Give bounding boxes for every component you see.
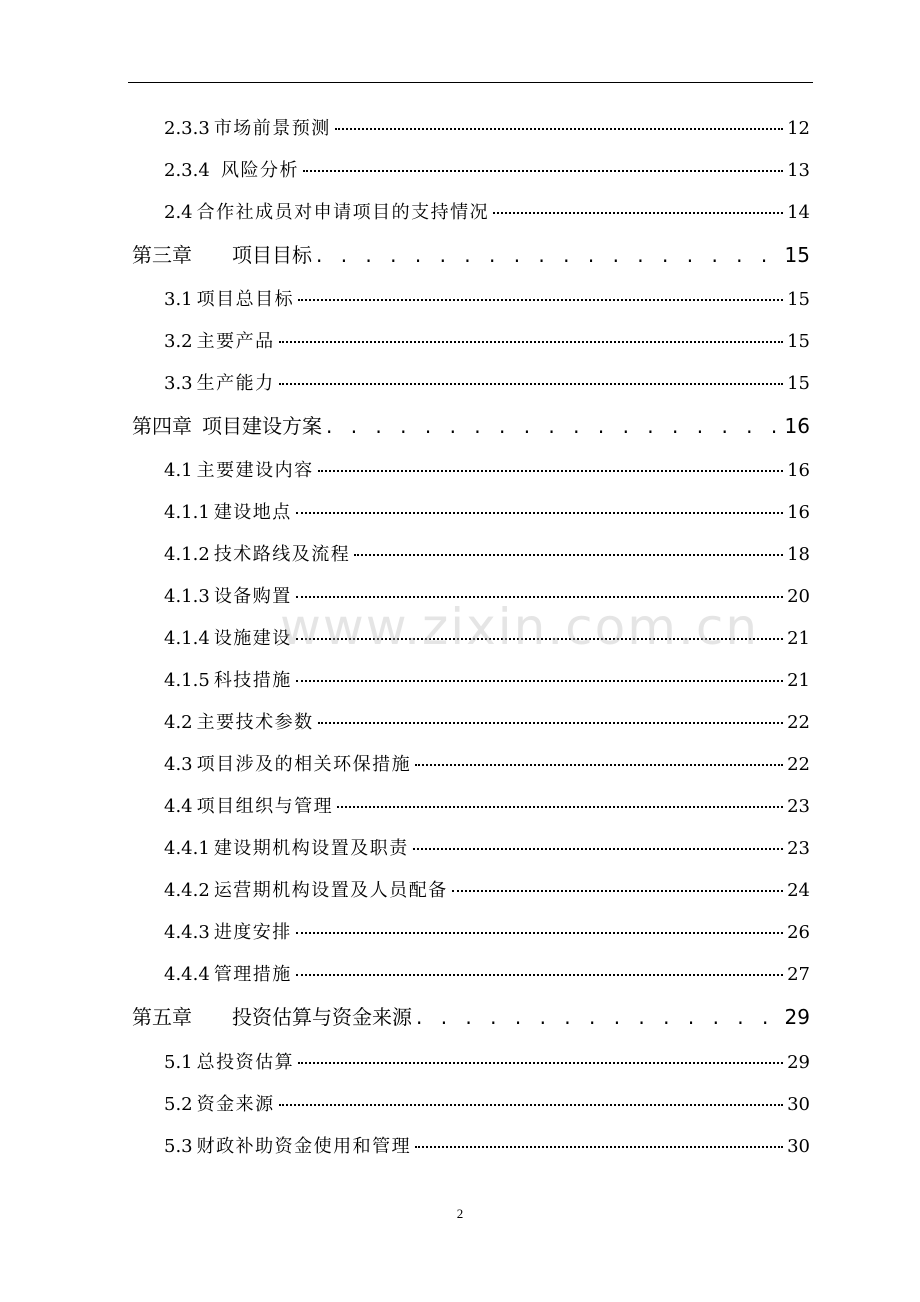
toc-entry-3-1[interactable] <box>164 285 810 309</box>
toc-entry-title: 总投资估算 <box>196 1052 295 1073</box>
toc-entry-number: 2.3.3 <box>164 118 210 139</box>
toc-entry-number: 4.1.3 <box>164 586 210 607</box>
dot-leader <box>318 722 783 724</box>
dot-leader <box>452 890 783 892</box>
toc-entry-title: 生产能力 <box>196 373 275 394</box>
dot-leader <box>335 128 783 130</box>
toc-chapter-title: 项目目标 <box>232 243 312 267</box>
toc-entry-4-4-1[interactable] <box>164 834 810 858</box>
toc-entry-5-2[interactable] <box>164 1090 810 1114</box>
toc-entry-title: 运营期机构设置及人员配备 <box>213 880 448 901</box>
toc-entry-number: 4.1.2 <box>164 544 210 565</box>
toc-chapter-4[interactable] <box>132 410 810 438</box>
toc-entry-title: 科技措施 <box>213 670 292 691</box>
toc-chapter-3[interactable] <box>132 239 810 267</box>
toc-entry-page: 23 <box>787 796 810 817</box>
toc-entry-5-1[interactable] <box>164 1048 810 1072</box>
toc-entry-number: 5.3 <box>164 1136 193 1157</box>
dot-leader <box>279 383 783 385</box>
dot-leader <box>279 1104 783 1106</box>
toc-entry-title: 技术路线及流程 <box>213 544 351 565</box>
toc-entry-2-3-3[interactable] <box>164 114 810 138</box>
toc-entry-number: 4.4.1 <box>164 838 210 859</box>
toc-entry-title: 项目组织与管理 <box>196 796 334 817</box>
toc-entry-page: 18 <box>787 544 810 565</box>
toc-entry-number: 4.4 <box>164 796 193 817</box>
dot-leader <box>296 680 783 682</box>
toc-entry-title: 管理措施 <box>213 964 292 985</box>
toc-entry-number: 5.1 <box>164 1052 193 1073</box>
watermark: www.zixin.com.cn <box>280 598 760 656</box>
toc-entry-page: 22 <box>787 754 810 775</box>
toc-entry-title: 设备购置 <box>213 586 292 607</box>
toc-chapter-number: 第四章 <box>132 414 192 438</box>
toc-entry-number: 3.3 <box>164 373 193 394</box>
toc-chapter-page: 16 <box>784 414 810 438</box>
toc-entry-title: 建设期机构设置及职责 <box>213 838 409 859</box>
toc-entry-title: 进度安排 <box>213 922 292 943</box>
toc-entry-number: 4.1.1 <box>164 502 210 523</box>
toc-entry-4-1-5[interactable] <box>164 666 810 690</box>
toc-chapter-page: 15 <box>784 243 810 267</box>
header-rule <box>128 82 813 83</box>
dot-leader <box>337 806 783 808</box>
toc-chapter-5[interactable] <box>132 1001 810 1029</box>
toc-entry-4-1-2[interactable] <box>164 540 810 564</box>
toc-entry-5-3[interactable] <box>164 1132 810 1156</box>
toc-entry-title: 主要产品 <box>196 331 275 352</box>
toc-entry-title: 资金来源 <box>196 1094 275 1115</box>
toc-entry-title: 建设地点 <box>213 502 292 523</box>
toc-entry-number: 5.2 <box>164 1094 193 1115</box>
toc-entry-page: 26 <box>787 922 810 943</box>
toc-entry-page: 29 <box>787 1052 810 1073</box>
toc-entry-4-4-2[interactable] <box>164 876 810 900</box>
toc-entry-page: 24 <box>787 880 810 901</box>
toc-entry-page: 16 <box>787 460 810 481</box>
toc-entry-4-4-4[interactable] <box>164 960 810 984</box>
toc-entry-number: 4.4.3 <box>164 922 210 943</box>
toc-entry-page: 15 <box>787 373 810 394</box>
toc-chapter-number: 第三章 <box>132 243 192 267</box>
toc-entry-page: 30 <box>787 1136 810 1157</box>
toc-entry-page: 14 <box>787 202 810 223</box>
toc-entry-title: 设施建设 <box>213 628 292 649</box>
toc-chapter-page: 29 <box>784 1005 810 1029</box>
toc-entry-page: 21 <box>787 628 810 649</box>
toc-entry-4-4[interactable] <box>164 792 810 816</box>
dot-leader <box>413 848 783 850</box>
dot-leader <box>415 764 783 766</box>
toc-entry-page: 13 <box>787 160 810 181</box>
toc-chapter-number: 第五章 <box>132 1005 192 1029</box>
toc-entry-title: 风险分析 <box>213 160 300 181</box>
dot-leader <box>416 1005 781 1025</box>
dot-leader <box>296 512 783 514</box>
toc-entry-number: 4.1.5 <box>164 670 210 691</box>
toc-entry-4-4-3[interactable] <box>164 918 810 942</box>
toc-entry-number: 2.3.4 <box>164 160 210 181</box>
dot-leader <box>296 932 783 934</box>
toc-entry-number: 2.4 <box>164 202 193 223</box>
toc-entry-number: 4.2 <box>164 712 193 733</box>
toc-entry-4-1[interactable] <box>164 456 810 480</box>
page-number: 2 <box>456 1206 464 1221</box>
dot-leader <box>298 299 783 301</box>
toc-entry-page: 15 <box>787 331 810 352</box>
toc-entry-title: 财政补助资金使用和管理 <box>196 1136 412 1157</box>
toc-entry-page: 23 <box>787 838 810 859</box>
toc-entry-number: 4.4.2 <box>164 880 210 901</box>
toc-entry-number: 3.2 <box>164 331 193 352</box>
toc-entry-3-2[interactable] <box>164 327 810 351</box>
toc-entry-page: 16 <box>787 502 810 523</box>
dot-leader <box>326 414 781 434</box>
toc-entry-number: 4.1.4 <box>164 628 210 649</box>
dot-leader <box>493 212 783 214</box>
toc-entry-number: 4.3 <box>164 754 193 775</box>
toc-entry-page: 15 <box>787 289 810 310</box>
toc-entry-page: 22 <box>787 712 810 733</box>
dot-leader <box>415 1146 783 1148</box>
toc-entry-page: 21 <box>787 670 810 691</box>
toc-entry-title: 项目涉及的相关环保措施 <box>196 754 412 775</box>
toc-entry-3-3[interactable] <box>164 369 810 393</box>
toc-entry-2-3-4[interactable] <box>164 156 810 180</box>
toc-entry-page: 27 <box>787 964 810 985</box>
toc-entry-number: 4.1 <box>164 460 193 481</box>
toc-entry-number: 4.4.4 <box>164 964 210 985</box>
dot-leader <box>316 243 781 263</box>
dot-leader <box>318 470 783 472</box>
toc-entry-page: 12 <box>787 118 810 139</box>
toc-entry-page: 30 <box>787 1094 810 1115</box>
toc-entry-4-1-1[interactable] <box>164 498 810 522</box>
toc-entry-title: 市场前景预测 <box>213 118 331 139</box>
toc-entry-title: 主要建设内容 <box>196 460 314 481</box>
toc-entry-page: 20 <box>787 586 810 607</box>
toc-chapter-title: 投资估算与资金来源 <box>232 1005 412 1029</box>
dot-leader <box>296 974 783 976</box>
toc-chapter-title: 项目建设方案 <box>202 414 322 438</box>
toc-entry-title: 项目总目标 <box>196 289 295 310</box>
toc-entry-number: 3.1 <box>164 289 193 310</box>
toc-entry-4-3[interactable] <box>164 750 810 774</box>
dot-leader <box>303 170 783 172</box>
dot-leader <box>298 1062 783 1064</box>
toc-entry-2-4[interactable] <box>164 198 810 222</box>
dot-leader <box>279 341 783 343</box>
toc-entry-title: 主要技术参数 <box>196 712 314 733</box>
toc-entry-title: 合作社成员对申请项目的支持情况 <box>196 202 490 223</box>
toc-entry-4-2[interactable] <box>164 708 810 732</box>
dot-leader <box>354 554 783 556</box>
